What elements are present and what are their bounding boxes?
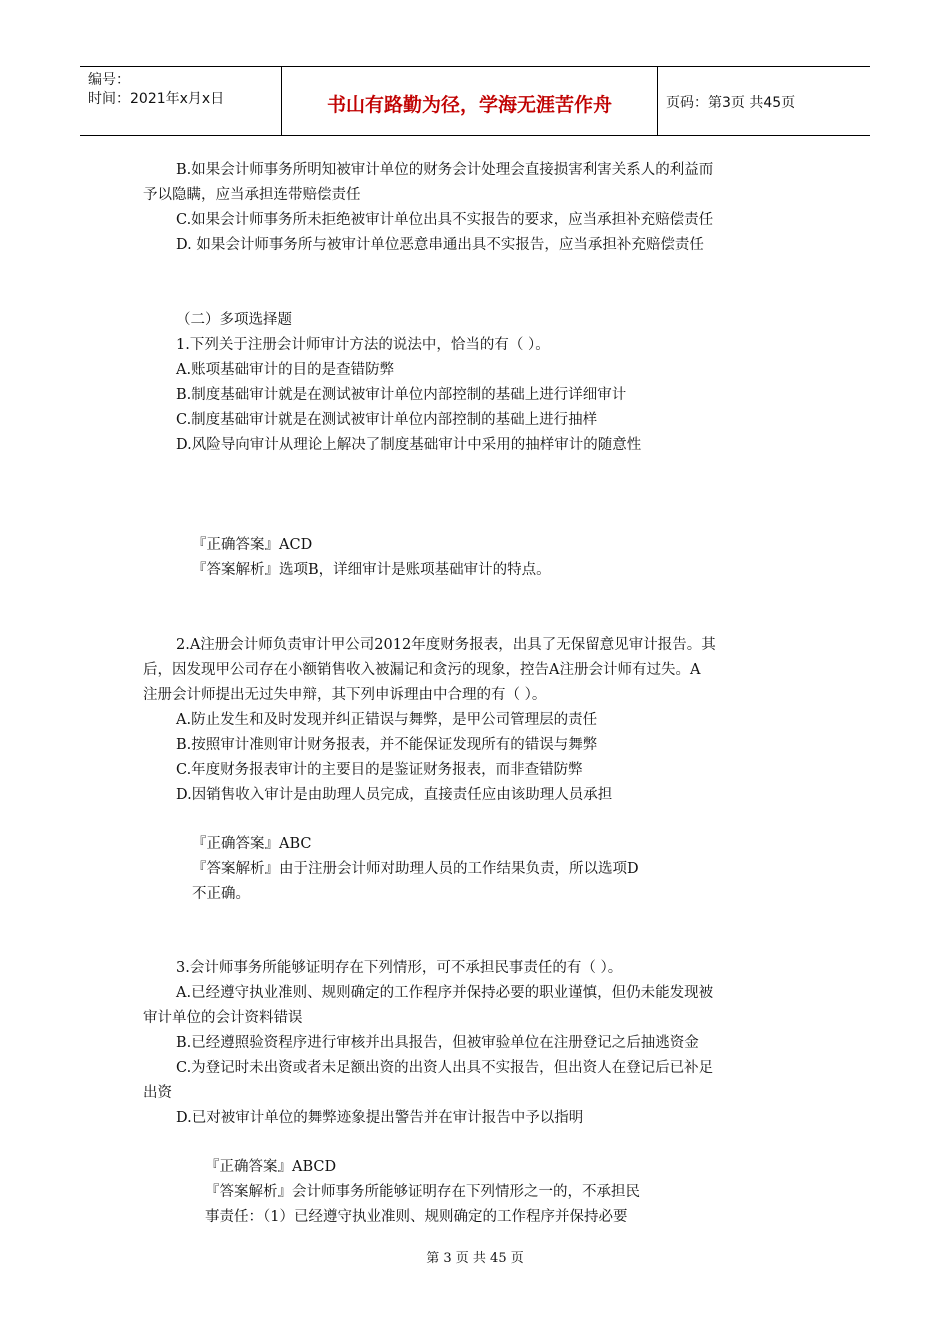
- option-b-line-1: B.如果会计师事务所明知被审计单位的财务会计处理会直接损害利害关系人的利益而: [176, 162, 714, 178]
- header-page-info: 页码：第3页 共45页: [666, 95, 796, 111]
- q3-explanation-line-2: 事责任：（1）已经遵守执业准则、规则确定的工作程序并保持必要: [205, 1209, 628, 1225]
- q2-answer: 『正确答案』ABC: [192, 836, 312, 852]
- q3-explanation-line-1: 『答案解析』会计师事务所能够证明存在下列情形之一的，不承担民: [205, 1184, 640, 1200]
- q1-answer: 『正确答案』ACD: [192, 537, 313, 553]
- header-meta: [80, 67, 282, 135]
- question-2-line-1: 2.A注册会计师负责审计甲公司2012年度财务报表，出具了无保留意见审计报告。其: [176, 637, 716, 653]
- document-date: 时间：2021年x月x日: [88, 91, 225, 107]
- q2-option-d: D.因销售收入审计是由助理人员完成，直接责任应由该助理人员承担: [176, 787, 613, 803]
- option-c: C.如果会计师事务所未拒绝被审计单位出具不实报告的要求，应当承担补充赔偿责任: [176, 212, 714, 228]
- q1-option-b: B.制度基础审计就是在测试被审计单位内部控制的基础上进行详细审计: [176, 387, 627, 403]
- page-footer: 第 3 页 共 45 页: [426, 1251, 524, 1266]
- question-3: 3.会计师事务所能够证明存在下列情形，可不承担民事责任的有（ ）。: [176, 960, 623, 976]
- header-table: [80, 66, 870, 136]
- q1-explanation: 『答案解析』选项B，详细审计是账项基础审计的特点。: [192, 562, 551, 578]
- q2-option-c: C.年度财务报表审计的主要目的是鉴证财务报表，而非查错防弊: [176, 762, 583, 778]
- q3-option-b: B.已经遵照验资程序进行审核并出具报告，但被审验单位在注册登记之后抽逃资金: [176, 1035, 699, 1051]
- question-1: 1.下列关于注册会计师审计方法的说法中，恰当的有（ ）。: [176, 337, 550, 353]
- q3-option-c-line-1: C.为登记时未出资或者未足额出资的出资人出具不实报告，但出资人在登记后已补足: [176, 1060, 714, 1076]
- q2-explanation-line-1: 『答案解析』由于注册会计师对助理人员的工作结果负责，所以选项D: [192, 861, 639, 877]
- option-d: D. 如果会计师事务所与被审计单位恶意串通出具不实报告，应当承担补充赔偿责任: [176, 237, 704, 253]
- q1-option-a: A.账项基础审计的目的是查错防弊: [176, 362, 395, 378]
- q3-option-d: D.已对被审计单位的舞弊迹象提出警告并在审计报告中予以指明: [176, 1110, 584, 1126]
- q3-option-a-line-2: 审计单位的会计资料错误: [143, 1010, 303, 1026]
- question-2-line-3: 注册会计师提出无过失申辩，其下列申诉理由中合理的有（ ）。: [143, 687, 547, 703]
- q3-answer: 『正确答案』ABCD: [205, 1159, 337, 1175]
- q1-option-d: D.风险导向审计从理论上解决了制度基础审计中采用的抽样审计的随意性: [176, 437, 642, 453]
- document-number-label: 编号：: [88, 72, 130, 88]
- section-heading: （二）多项选择题: [176, 312, 292, 328]
- q2-option-a: A.防止发生和及时发现并纠正错误与舞弊，是甲公司管理层的责任: [176, 712, 598, 728]
- q2-explanation-line-2: 不正确。: [192, 886, 250, 902]
- q3-option-a-line-1: A.已经遵守执业准则、规则确定的工作程序并保持必要的职业谨慎，但仍未能发现被: [176, 985, 714, 1001]
- q3-option-c-line-2: 出资: [143, 1085, 172, 1101]
- option-b-line-2: 予以隐瞒，应当承担连带赔偿责任: [143, 187, 361, 203]
- q2-option-b: B.按照审计准则审计财务报表，并不能保证发现所有的错误与舞弊: [176, 737, 598, 753]
- question-2-line-2: 后，因发现甲公司存在小额销售收入被漏记和贪污的现象，控告A注册会计师有过失。A: [143, 662, 701, 678]
- q1-option-c: C.制度基础审计就是在测试被审计单位内部控制的基础上进行抽样: [176, 412, 598, 428]
- header-motto: 书山有路勤为径，学海无涯苦作舟: [282, 67, 658, 135]
